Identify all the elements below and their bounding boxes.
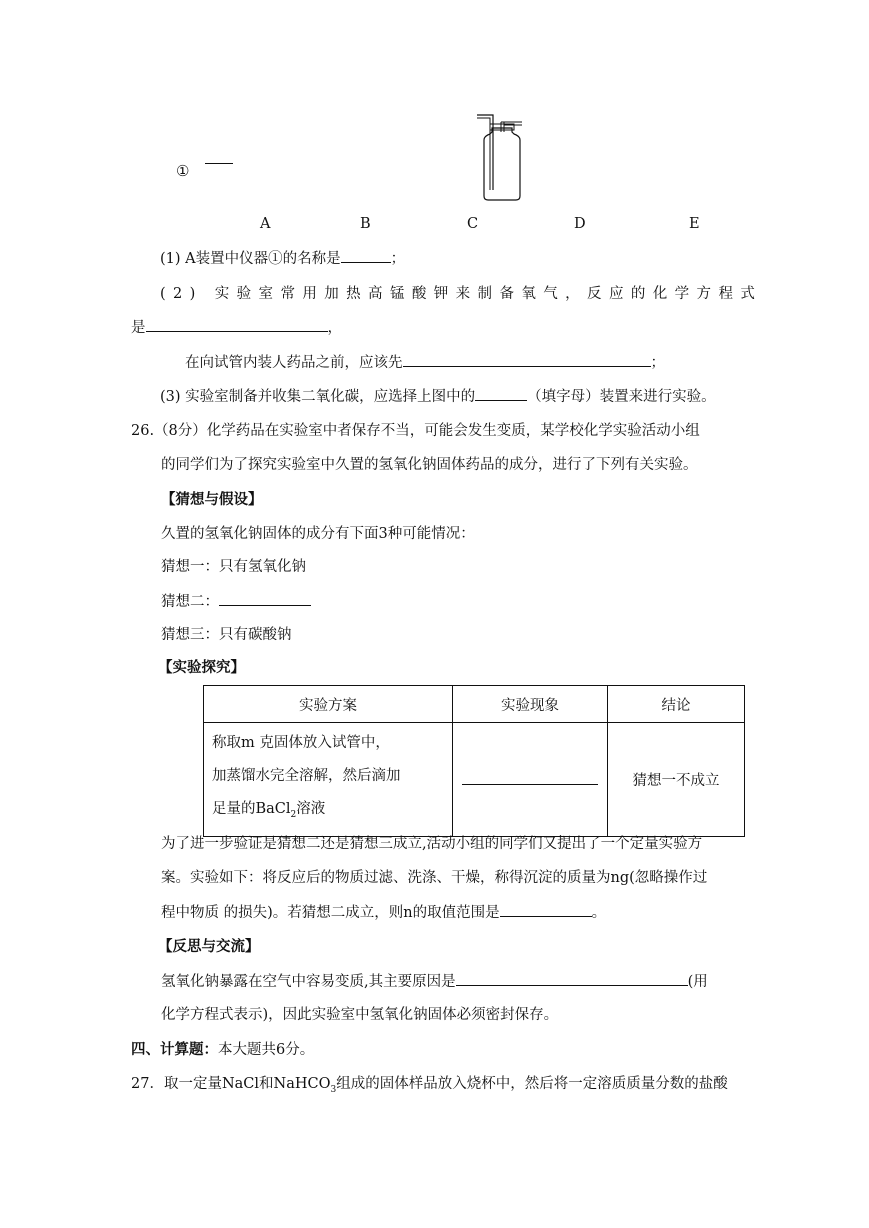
plan-line-subscript: 2	[290, 809, 297, 820]
section-four-heading	[131, 1040, 314, 1060]
followup-line1: 为了进一步验证是猜想二还是猜想三成立,活动小组的同学们又提出了一个定量实验方	[161, 836, 703, 852]
reflection-line1-text: 氢氧化钠暴露在空气中容易变质,其主要原因是	[161, 974, 456, 990]
q27-line1	[131, 1074, 728, 1100]
table-header: 实验现象	[453, 686, 608, 723]
label-B: B	[360, 216, 371, 232]
q25-part1-text: (1) A装置中仪器①的名称是	[160, 251, 341, 267]
conclusion-cell: 猜想一不成立	[608, 723, 745, 837]
hypothesis-header: 【猜想与假设】	[161, 491, 263, 508]
section-four-title: 四、计算题：	[131, 1041, 218, 1058]
answer-blank[interactable]	[403, 352, 651, 367]
followup-line3	[161, 902, 606, 923]
label-D: D	[574, 216, 586, 232]
hypothesis-two	[161, 591, 311, 612]
answer-blank[interactable]	[341, 248, 391, 263]
answer-blank[interactable]	[146, 317, 328, 332]
q25-part2-next	[185, 352, 665, 373]
circled-one-label: ①	[176, 162, 190, 180]
reflection-line1-end: (用	[687, 974, 708, 990]
label-A: A	[260, 216, 271, 232]
label-E: E	[689, 216, 700, 232]
plan-line-end: 溶液	[296, 801, 326, 817]
label-C: C	[467, 216, 479, 232]
q25-part3-text: (3) 实验室制备并收集二氧化碳，应选择上图中的	[160, 389, 476, 405]
q25-part2-cont	[131, 317, 342, 338]
plan-cell	[204, 723, 453, 837]
q25-part2-cont-end: ，	[327, 320, 342, 336]
q26-line1: 26.（8分）化学药品在实验室中者保存不当，可能会发生变质，某学校化学实验活动小组	[131, 423, 700, 439]
plan-line: 加蒸馏水完全溶解，然后滴加	[212, 768, 401, 784]
reflection-line2: 化学方程式表示)，因此实验室中氢氧化钠固体必须密封保存。	[161, 1007, 559, 1023]
answer-blank[interactable]	[219, 591, 311, 606]
table-row	[204, 723, 745, 837]
q25-part2-next-end: ；	[650, 355, 665, 371]
hypothesis-three: 猜想三：只有碳酸钠	[161, 627, 292, 643]
table-header-row	[204, 686, 745, 723]
answer-blank[interactable]	[500, 902, 592, 917]
hypothesis-two-text: 猜想二：	[161, 594, 219, 610]
pointer-line	[205, 163, 233, 164]
followup-line3-text: 程中物质 的损失)。若猜想二成立，则n的取值范围是	[161, 905, 500, 921]
experiment-table	[203, 685, 745, 837]
table-header: 实验方案	[204, 686, 453, 723]
reflection-header: 【反思与交流】	[158, 938, 260, 955]
plan-line: 称取m 克固体放入试管中，	[212, 735, 390, 751]
gas-bottle-drawing	[470, 110, 530, 202]
answer-blank[interactable]	[462, 770, 598, 785]
table-header: 结论	[608, 686, 745, 723]
q27-text: 27．取一定量NaCl和NaHCO	[131, 1076, 331, 1092]
plan-line-text: 足量的BaCl	[212, 801, 291, 817]
section-four-note: 本大题共6分。	[218, 1042, 315, 1058]
hypothesis-one: 猜想一：只有氢氧化钠	[161, 559, 306, 575]
q25-part1-end: ；	[390, 251, 406, 267]
q25-part2-next-text: 在向试管内装人药品之前，应该先	[185, 355, 403, 371]
q27-subscript: 3	[330, 1084, 337, 1095]
reflection-line1	[161, 971, 708, 992]
hypothesis-intro: 久置的氢氧化钠固体的成分有下面3种可能情况：	[161, 526, 475, 542]
q25-part3-end: （填字母）装置来进行实验。	[527, 389, 716, 405]
q26-line2: 的同学们为了探究实验室中久置的氢氧化钠固体药品的成分，进行了下列有关实验。	[161, 457, 698, 473]
answer-blank[interactable]	[475, 386, 527, 401]
plan-line	[212, 793, 444, 832]
experiment-header: 【实验探究】	[158, 659, 245, 676]
answer-blank[interactable]	[456, 971, 688, 986]
q25-part1	[160, 248, 405, 269]
q25-part2: (2) 实验室常用加热高锰酸钾来制备氧气，反应的化学方程式	[160, 286, 763, 302]
q25-part2-cont-text: 是	[131, 320, 146, 336]
phenomenon-cell	[453, 723, 608, 837]
q25-part3	[160, 386, 716, 407]
followup-line2: 案。实验如下：将反应后的物质过滤、洗涤、干燥，称得沉淀的质量为ng(忽略操作过	[161, 870, 708, 886]
followup-line3-end: 。	[591, 905, 607, 921]
q27-text-end: 组成的固体样品放入烧杯中，然后将一定溶质质量分数的盐酸	[336, 1076, 728, 1092]
